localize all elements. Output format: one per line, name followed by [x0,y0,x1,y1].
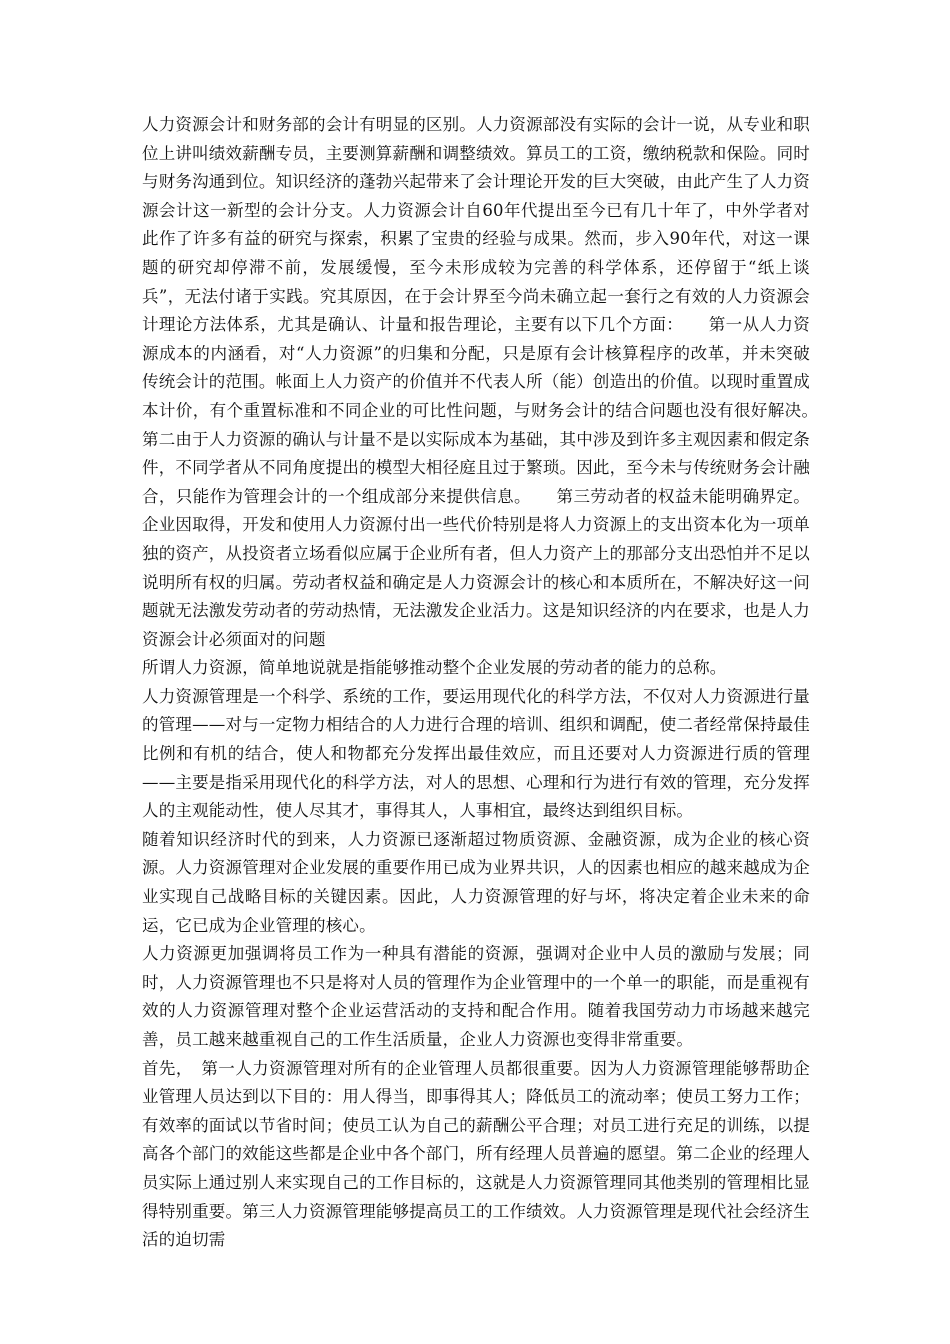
paragraph-hr-definition: 所谓人力资源，简单地说就是指能够推动整个企业发展的劳动者的能力的总称。 [142,658,727,678]
paragraph-importance: 首先， 第一人力资源管理对所有的企业管理人员都很重要。因为人力资源管理能够帮助企业管理人员达到以下目的：用人得当，即事得其人；降低员工的流动率；使员工努力工作；有效率的面试以节省时间；使员工认为自己的薪酬公平合理；对员工进行充足的训练，以提高各个部门的效能这些都是企业中各个部门，所有经理人员普遍的愿望。第二企业的经理人员实际上通过别人来实现自己的工作目标的，这就是人力资源管理同其他类别的管理相比显得特别重要。第三人力资源管理能够提高员工的工作绩效。人力资源管理是现代社会经济生活的迫切需 [142,1058,810,1250]
paragraph-employee-potential: 人力资源更加强调将员工作为一种具有潜能的资源，强调对企业中人员的激励与发展；同时，人力资源管理也不只是将对人员的管理作为企业管理中的一个单一的职能，而是重视有效的人力资源管理对整个企业运营活动的支持和配合作用。随着我国劳动力市场越来越完善，员工越来越重视自己的工作生活质量，企业人力资源也变得非常重要。 [142,944,810,1049]
paragraph-accounting-theory: 人力资源会计和财务部的会计有明显的区别。人力资源部没有实际的会计一说，从专业和职位上讲叫绩效薪酬专员，主要测算薪酬和调整绩效。算员工的工资，缴纳税款和保险。同时与财务沟通到位。知识经济的蓬勃兴起带来了会计理论开发的巨大突破，由此产生了人力资源会计这一新型的会计分支。人力资源会计自60年代提出至今已有几十年了，中外学者对此作了许多有益的研究与探索，积累了宝贵的经验与成果。然而，步入90年代，对这一课题的研究却停滞不前，发展缓慢，至今未形成较为完善的科学体系，还停留于“纸上谈兵”，无法付诸于实践。究其原因，在于会计界至今尚未确立起一套行之有效的人力资源会计理论方法体系，尤其是确认、计量和报告理论，主要有以下几个方面： 第一从人力资源成本的内涵看，对“人力资源”的归集和分配，只是原有会计核算程序的改革，并未突破传统会计的范围。帐面上人力资产的价值并不代表人所（能）创造出的价值。以现时重置成本计价，有个重置标准和不同企业的可比性问题，与财务会计的结合问题也没有很好解决。 第二由于人力资源的确认与计量不是以实际成本为基础，其中涉及到许多主观因素和假定条件，不同学者从不同角度提出的模型大相径庭且过于繁琐。因此，至今未与传统财务会计融合，只能作为管理会计的一个组成部分来提供信息。 第三劳动者的权益未能明确界定。企业因取得，开发和使用人力资源付出一些代价特别是将人力资源上的支出资本化为一项单独的资产，从投资者立场看似应属于企业所有者，但人力资产上的那部分支出恐怕并不足以说明所有权的归属。劳动者权益和确定是人力资源会计的核心和本质所在，不解决好这一问题就无法激发劳动者的劳动热情，无法激发企业活力。这是知识经济的内在要求，也是人力资源会计必须面对的问题 [142,115,844,649]
paragraph-knowledge-economy: 随着知识经济时代的到来，人力资源已逐渐超过物质资源、金融资源，成为企业的核心资源。人力资源管理对企业发展的重要作用已成为业界共识，人的因素也相应的越来越成为企业实现自己战略目标的关键因素。因此，人力资源管理的好与坏，将决定着企业未来的命运，它已成为企业管理的核心。 [142,829,810,935]
paragraph-hr-management: 人力资源管理是一个科学、系统的工作，要运用现代化的科学方法，不仅对人力资源进行量的管理——对与一定物力相结合的人力进行合理的培训、组织和调配，使二者经常保持最佳比例和有机的结合，使人和物都充分发挥出最佳效应，而且还要对人力资源进行质的管理——主要是指采用现代化的科学方法，对人的思想、心理和行为进行有效的管理，充分发挥人的主观能动性，使人尽其才，事得其人，人事相宜，最终达到组织目标。 [142,686,810,821]
document-body [142,111,844,1255]
